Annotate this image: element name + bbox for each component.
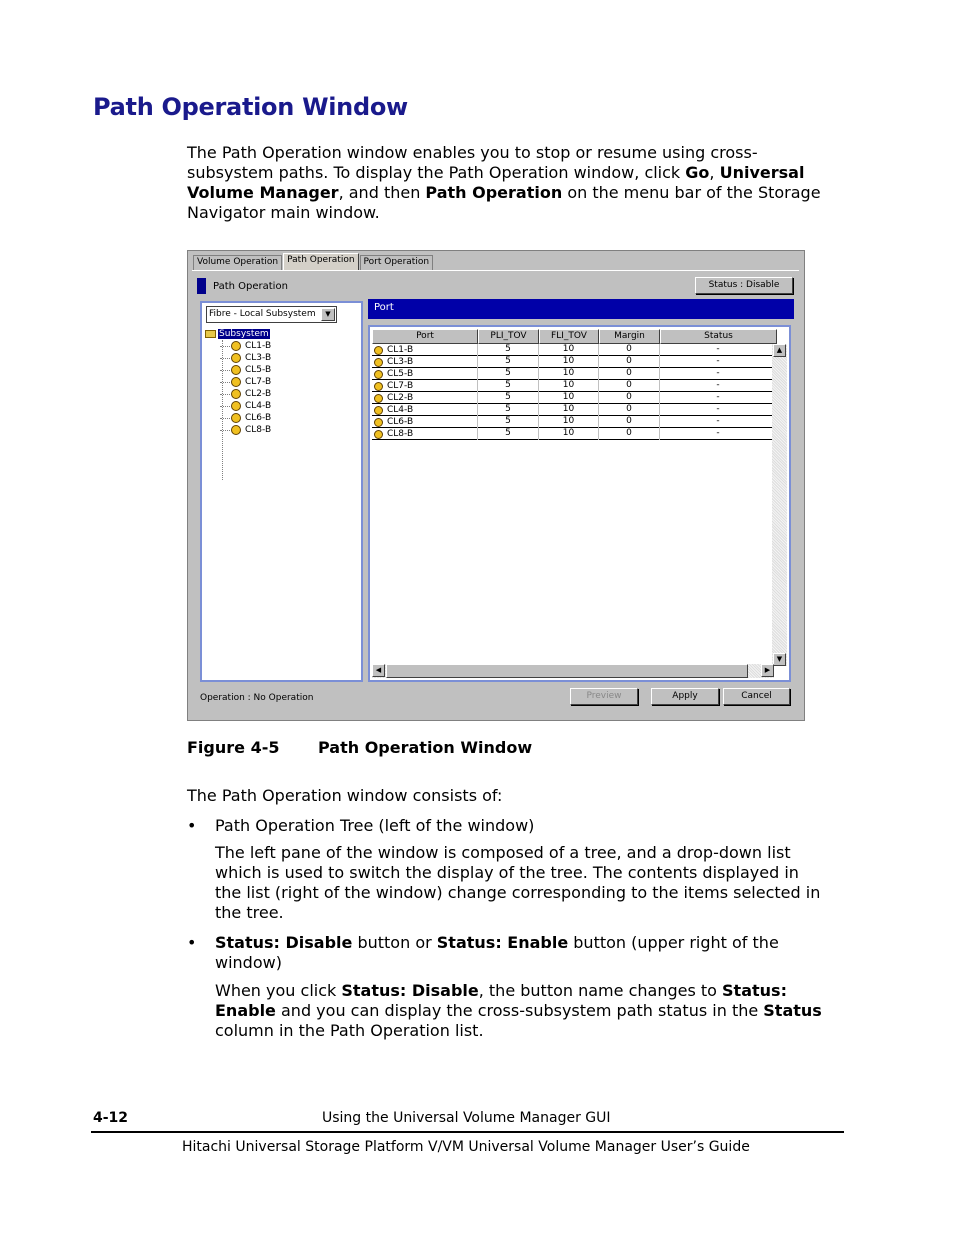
figure-caption bbox=[187, 738, 533, 757]
cell-value: 5 bbox=[505, 404, 511, 414]
vertical-scrollbar[interactable] bbox=[772, 344, 787, 666]
bullet1-line-4: the tree. bbox=[215, 903, 284, 922]
tree-item-label: CL6-B bbox=[245, 413, 272, 423]
tree-connector bbox=[220, 394, 230, 395]
cell-value: CL7-B bbox=[387, 380, 414, 391]
table-cell bbox=[599, 416, 660, 428]
tree-connector bbox=[220, 418, 230, 419]
bullet2-line-1: Status: Disable button or Status: Enable button (upper right of the bbox=[215, 933, 779, 952]
cell-value: CL6-B bbox=[387, 416, 414, 427]
port-icon bbox=[231, 401, 241, 411]
column-header-status[interactable]: Status bbox=[660, 329, 777, 344]
table-cell bbox=[660, 392, 777, 404]
cell-value: - bbox=[716, 428, 720, 438]
port-table bbox=[368, 325, 791, 682]
bullet2-desc-line-3: column in the Path Operation list. bbox=[215, 1021, 484, 1040]
tree-item[interactable] bbox=[220, 388, 271, 400]
table-cell bbox=[599, 368, 660, 380]
bullet1-line-2: which is used to switch the display of the tree. The contents displayed in bbox=[215, 863, 799, 882]
tree-item[interactable] bbox=[220, 352, 271, 364]
tree-item-label: CL7-B bbox=[245, 377, 272, 387]
table-cell bbox=[539, 404, 599, 416]
table-cell bbox=[478, 380, 539, 392]
table-cell bbox=[372, 344, 478, 356]
intro-paragraph bbox=[187, 143, 847, 223]
horizontal-scrollbar[interactable] bbox=[372, 664, 774, 678]
table-cell bbox=[539, 416, 599, 428]
scroll-left-icon[interactable]: ◀ bbox=[372, 664, 385, 677]
bullet1-description bbox=[215, 843, 855, 923]
page-number: 4-12 bbox=[93, 1110, 129, 1126]
table-row[interactable] bbox=[372, 344, 777, 356]
cell-value: 10 bbox=[562, 404, 575, 414]
intro-line-1: The Path Operation window enables you to stop or resume using cross- bbox=[187, 143, 758, 162]
footer-guide-title: Hitachi Universal Storage Platform V/VM Universal Volume Manager User’s Guide bbox=[182, 1139, 750, 1155]
table-cell bbox=[660, 344, 777, 356]
cell-value: 10 bbox=[562, 392, 575, 402]
tab-path-operation[interactable]: Path Operation bbox=[283, 253, 358, 270]
table-cell bbox=[539, 368, 599, 380]
table-cell bbox=[539, 380, 599, 392]
folder-icon bbox=[205, 330, 216, 338]
table-cell bbox=[539, 392, 599, 404]
cell-value: 10 bbox=[562, 428, 575, 438]
footer-divider bbox=[91, 1131, 844, 1133]
cell-value: 10 bbox=[562, 368, 575, 378]
cell-value: - bbox=[716, 356, 720, 366]
preview-button[interactable]: Preview bbox=[570, 688, 638, 705]
tab-bar bbox=[193, 255, 434, 271]
table-cell bbox=[539, 344, 599, 356]
cell-value: CL8-B bbox=[387, 428, 414, 439]
table-cell bbox=[478, 392, 539, 404]
tree-item[interactable] bbox=[220, 376, 271, 388]
tree-item[interactable] bbox=[220, 400, 271, 412]
tree-root-label: Subsystem bbox=[219, 329, 269, 339]
tree-connector bbox=[220, 382, 230, 383]
cell-value: CL5-B bbox=[387, 368, 414, 379]
table-cell bbox=[599, 404, 660, 416]
table-header bbox=[372, 329, 777, 344]
cell-value: 5 bbox=[505, 392, 511, 402]
cell-value: 0 bbox=[626, 380, 632, 390]
subsystem-dropdown[interactable] bbox=[206, 306, 337, 323]
tree-connector bbox=[220, 358, 230, 359]
table-cell bbox=[372, 356, 478, 368]
figure-number: Figure 4-5 bbox=[187, 738, 280, 757]
port-icon bbox=[374, 358, 383, 367]
cell-value: 10 bbox=[562, 344, 575, 354]
tree-connector bbox=[220, 346, 230, 347]
tree-item-label: CL4-B bbox=[245, 401, 272, 411]
cell-value: - bbox=[716, 392, 720, 402]
table-cell bbox=[478, 368, 539, 380]
table-cell bbox=[660, 380, 777, 392]
tree-item[interactable] bbox=[220, 364, 271, 376]
cell-value: 0 bbox=[626, 344, 632, 354]
cell-value: 10 bbox=[562, 356, 575, 366]
table-cell bbox=[372, 404, 478, 416]
footer-section: Using the Universal Volume Manager GUI bbox=[322, 1110, 611, 1126]
bullet1-label: Path Operation Tree (left of the window) bbox=[215, 816, 535, 835]
port-icon bbox=[374, 430, 383, 439]
table-cell bbox=[372, 380, 478, 392]
table-row[interactable] bbox=[372, 380, 777, 392]
dropdown-value: Fibre - Local Subsystem bbox=[209, 309, 316, 319]
cell-value: 0 bbox=[626, 356, 632, 366]
port-icon bbox=[374, 394, 383, 403]
tree-item[interactable] bbox=[220, 424, 271, 436]
port-icon bbox=[231, 377, 241, 387]
port-icon bbox=[374, 406, 383, 415]
port-icon bbox=[374, 382, 383, 391]
cell-value: - bbox=[716, 404, 720, 414]
table-cell bbox=[660, 416, 777, 428]
tree-item[interactable] bbox=[220, 412, 271, 424]
chevron-down-icon[interactable]: ▼ bbox=[321, 308, 335, 321]
bullet1-line-1: The left pane of the window is composed of a tree, and a drop-down list bbox=[215, 843, 791, 862]
tree-item-label: CL1-B bbox=[245, 341, 272, 351]
tree-connector bbox=[220, 406, 230, 407]
bullet2-line-2: window) bbox=[215, 953, 282, 972]
cell-value: 0 bbox=[626, 368, 632, 378]
bullet-icon: • bbox=[187, 816, 197, 835]
port-icon bbox=[374, 346, 383, 355]
table-cell bbox=[660, 404, 777, 416]
apply-button[interactable]: Apply bbox=[651, 688, 719, 705]
column-header-pli-tov[interactable]: PLI_TOV bbox=[478, 329, 539, 344]
table-row[interactable] bbox=[372, 356, 777, 368]
section-marker bbox=[197, 278, 206, 294]
intro-line-2: subsystem paths. To display the Path Operation window, click Go, Universal bbox=[187, 163, 805, 182]
cell-value: 10 bbox=[562, 416, 575, 426]
cell-value: CL2-B bbox=[387, 392, 414, 403]
column-header-fli-tov[interactable]: FLI_TOV bbox=[539, 329, 599, 344]
cell-value: 5 bbox=[505, 368, 511, 378]
port-icon bbox=[374, 370, 383, 379]
table-row[interactable] bbox=[372, 416, 777, 428]
section-label: Path Operation bbox=[213, 281, 288, 292]
cell-value: - bbox=[716, 416, 720, 426]
cell-value: 0 bbox=[626, 404, 632, 414]
cell-value: CL4-B bbox=[387, 404, 414, 415]
bullet2-desc-line-1: When you click Status: Disable, the button name changes to Status: bbox=[215, 981, 787, 1000]
table-row[interactable] bbox=[372, 404, 777, 416]
table-cell bbox=[599, 356, 660, 368]
tree-item[interactable] bbox=[220, 340, 271, 352]
tab-port-operation[interactable]: Port Operation bbox=[360, 255, 434, 270]
bullet2-desc-line-2: Enable and you can display the cross-subsystem path status in the Status bbox=[215, 1001, 822, 1020]
table-cell bbox=[660, 368, 777, 380]
table-cell bbox=[478, 404, 539, 416]
table-cell bbox=[372, 368, 478, 380]
table-cell bbox=[599, 428, 660, 440]
tree-connector bbox=[220, 370, 230, 371]
cell-value: CL1-B bbox=[387, 344, 414, 355]
port-icon bbox=[231, 413, 241, 423]
table-cell bbox=[539, 356, 599, 368]
table-row[interactable] bbox=[372, 428, 777, 440]
table-cell bbox=[372, 416, 478, 428]
cell-value: 5 bbox=[505, 380, 511, 390]
tab-volume-operation[interactable]: Volume Operation bbox=[193, 255, 282, 270]
status-disable-button[interactable]: Status : Disable bbox=[695, 277, 793, 294]
bullet2-label bbox=[215, 933, 855, 973]
cell-value: - bbox=[716, 368, 720, 378]
cell-value: 5 bbox=[505, 356, 511, 366]
cell-value: 5 bbox=[505, 344, 511, 354]
port-list-header: Port bbox=[368, 299, 794, 319]
bullet1-line-3: the list (right of the window) change corresponding to the items selected in bbox=[215, 883, 821, 902]
scroll-down-icon[interactable]: ▼ bbox=[773, 653, 786, 666]
cell-value: 0 bbox=[626, 416, 632, 426]
tree-connector bbox=[220, 430, 230, 431]
table-cell bbox=[478, 416, 539, 428]
table-cell bbox=[599, 344, 660, 356]
port-icon bbox=[231, 389, 241, 399]
cell-value: CL3-B bbox=[387, 356, 414, 367]
intro-line-3: Volume Manager, and then Path Operation on the menu bar of the Storage bbox=[187, 183, 821, 202]
port-icon bbox=[231, 425, 241, 435]
table-cell bbox=[478, 428, 539, 440]
table-cell bbox=[660, 428, 777, 440]
cell-value: - bbox=[716, 344, 720, 354]
tree-item-label: CL2-B bbox=[245, 389, 272, 399]
cell-value: 5 bbox=[505, 416, 511, 426]
path-operation-tree bbox=[200, 301, 363, 682]
consists-text: The Path Operation window consists of: bbox=[187, 786, 503, 805]
table-row[interactable] bbox=[372, 392, 777, 404]
scroll-up-icon[interactable]: ▲ bbox=[773, 344, 786, 357]
table-cell bbox=[599, 392, 660, 404]
cell-value: 10 bbox=[562, 380, 575, 390]
cell-value: 0 bbox=[626, 392, 632, 402]
tree-item-label: CL5-B bbox=[245, 365, 272, 375]
tree-item-label: CL3-B bbox=[245, 353, 272, 363]
table-cell bbox=[599, 380, 660, 392]
scroll-right-icon[interactable]: ▶ bbox=[761, 664, 774, 677]
port-icon bbox=[231, 341, 241, 351]
cell-value: - bbox=[716, 380, 720, 390]
intro-line-4: Navigator main window. bbox=[187, 203, 380, 222]
table-cell bbox=[478, 356, 539, 368]
path-operation-window bbox=[187, 250, 805, 721]
table-cell bbox=[372, 392, 478, 404]
figure-title: Path Operation Window bbox=[318, 738, 533, 757]
tab-divider bbox=[192, 270, 799, 271]
table-cell bbox=[372, 428, 478, 440]
tree-root[interactable] bbox=[205, 329, 270, 339]
tree-item-label: CL8-B bbox=[245, 425, 272, 435]
port-icon bbox=[231, 365, 241, 375]
port-icon bbox=[374, 418, 383, 427]
table-cell bbox=[660, 356, 777, 368]
page-title: Path Operation Window bbox=[93, 93, 408, 121]
cancel-button[interactable]: Cancel bbox=[723, 688, 790, 705]
table-cell bbox=[539, 428, 599, 440]
column-header-port[interactable]: Port bbox=[372, 329, 478, 344]
column-header-margin[interactable]: Margin bbox=[599, 329, 660, 344]
operation-status: Operation : No Operation bbox=[200, 693, 314, 703]
bullet-icon: • bbox=[187, 933, 197, 952]
scroll-thumb[interactable] bbox=[386, 664, 748, 678]
cell-value: 5 bbox=[505, 428, 511, 438]
table-row[interactable] bbox=[372, 368, 777, 380]
table-cell bbox=[478, 344, 539, 356]
port-icon bbox=[231, 353, 241, 363]
cell-value: 0 bbox=[626, 428, 632, 438]
bullet2-description bbox=[215, 981, 855, 1041]
